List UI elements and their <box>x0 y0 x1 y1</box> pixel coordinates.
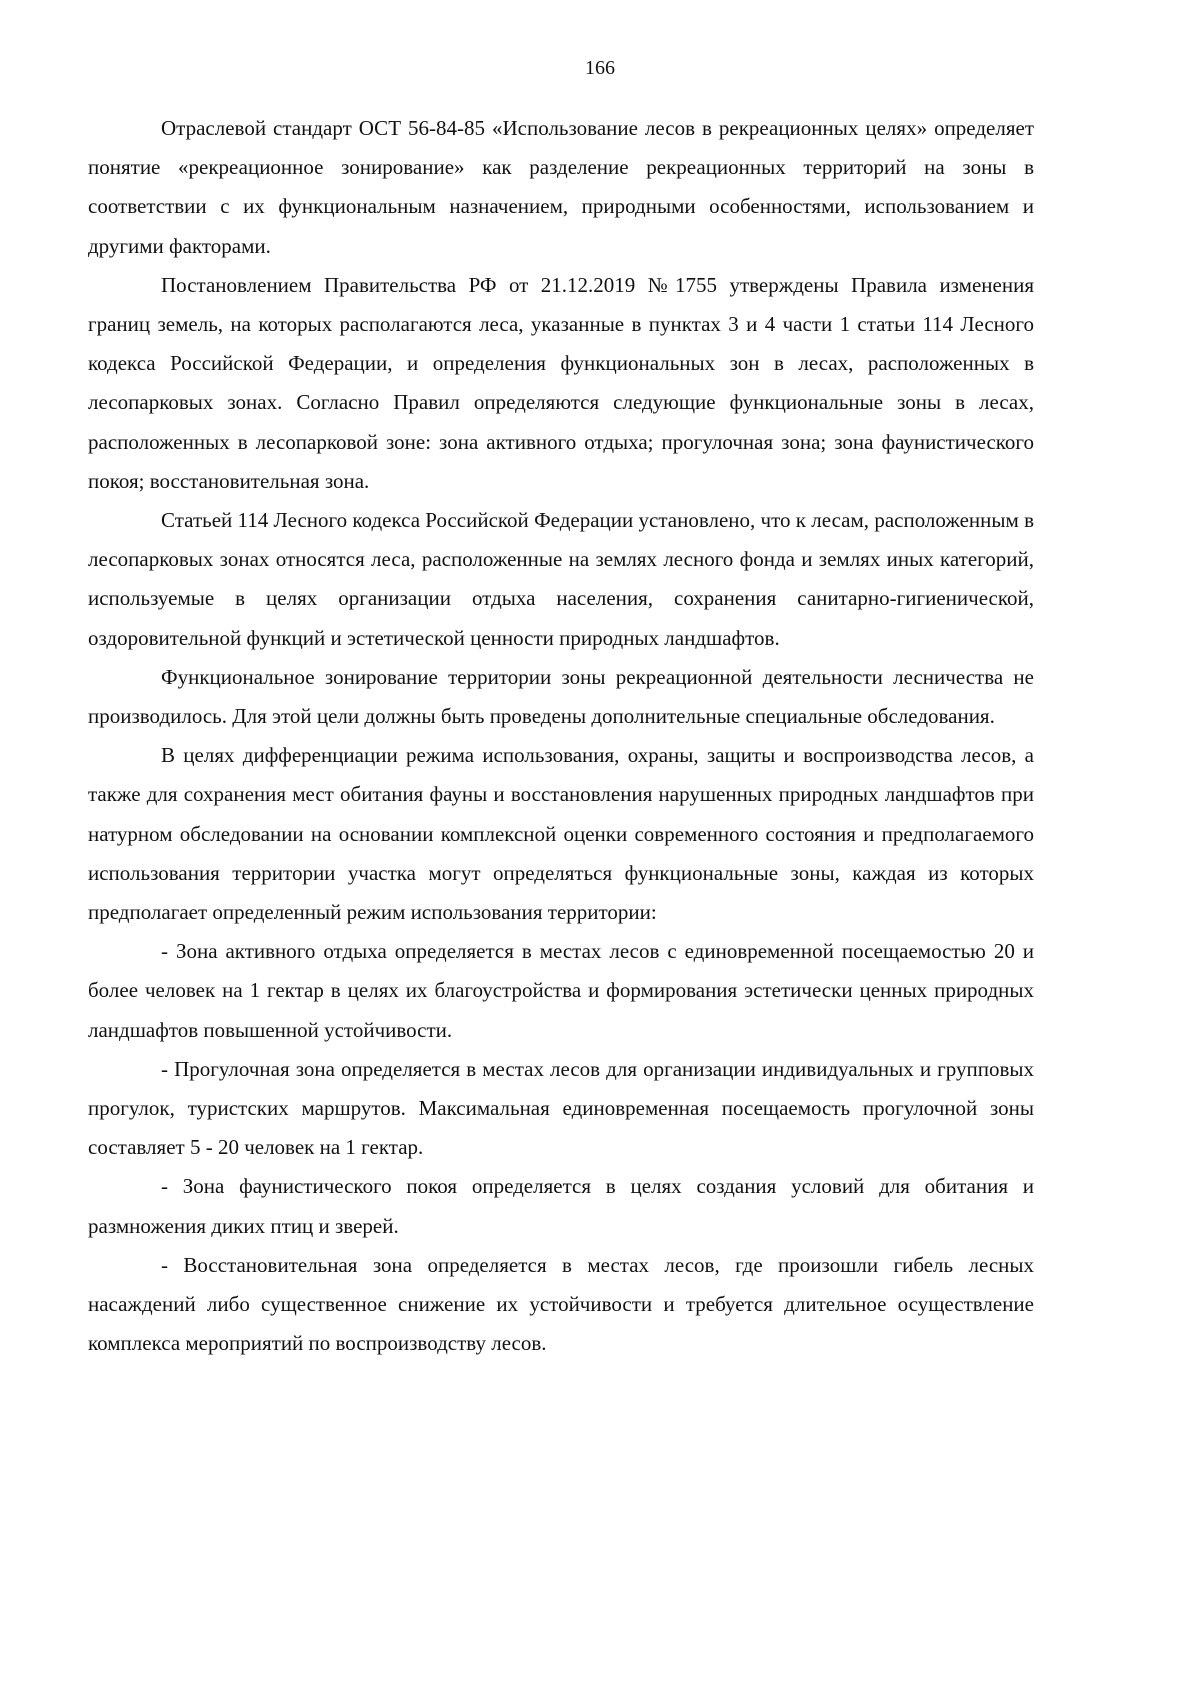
list-item-active-rest-zone: - Зона активного отдыха определяется в местах лесов с единовременной посещаемостью 20 и более человек на 1 гектар в целях их благоустройства и формирования эстетически ценных природных ландшафтов повышенной устойчивости. <box>88 939 1034 1042</box>
page-number: 166 <box>585 57 615 79</box>
list-item-restoration-zone: - Восстановительная зона определяется в местах лесов, где произошли гибель лесных насаждений либо существенное снижение их устойчивости и требуется длительное осуществление комплекса мероприятий по воспроизводству лесов. <box>88 1252 1034 1356</box>
paragraph-differentiation: В целях дифференциации режима использования, охраны, защиты и воспроизводства лесов, а также для сохранения мест обитания фауны и восстановления нарушенных природных ландшафтов при натурном обследовании на основании комплексной оценки современного состояния и предполагаемого использования территории участка могут определяться функциональные зоны, каждая из которых предполагает определенный режим использования территории: <box>88 743 1034 925</box>
list-item-fauna-rest-zone: - Зона фаунистического покоя определяется в целях создания условий для обитания и размножения диких птиц и зверей. <box>88 1174 1034 1238</box>
paragraph-ost-standard: Отраслевой стандарт ОСТ 56-84-85 «Использование лесов в рекреационных целях» определяет понятие «рекреационное зонирование» как разделение рекреационных территорий на зоны в соответствии с их функциональным назначением, природными особенностями, использованием и другими факторами. <box>88 116 1034 258</box>
paragraph-forest-code-article: Статьей 114 Лесного кодекса Российской Федерации установлено, что к лесам, расположенным в лесопарковых зонах относятся леса, расположенные на землях лесного фонда и землях иных категорий, используемые в целях организации отдыха населения, сохранения санитарно-гигиенической, оздоровительной функций и эстетической ценности природных ландшафтов. <box>88 508 1034 650</box>
document-body <box>88 109 1034 1364</box>
paragraph-functional-zoning: Функциональное зонирование территории зоны рекреационной деятельности лесничества не производилось. Для этой цели должны быть проведены дополнительные специальные обследования. <box>88 664 1034 729</box>
paragraph-government-decree: Постановлением Правительства РФ от 21.12.2019 №1755 утверждены Правила изменения границ земель, на которых располагаются леса, указанные в пунктах 3 и 4 части 1 статьи 114 Лесного кодекса Российской Федерации, и определения функциональных зон в лесах, расположенных в лесопарковых зонах. Согласно Правил определяются следующие функциональные зоны в лесах, расположенных в лесопарковой зоне: зона активного отдыха; прогулочная зона; зона фаунистического покоя; восстановительная зона. <box>88 272 1034 493</box>
list-item-walking-zone: - Прогулочная зона определяется в местах лесов для организации индивидуальных и групповых прогулок, туристских маршрутов. Максимальная единовременная посещаемость прогулочной зоны составляет 5 - 20 человек на 1 гектар. <box>88 1056 1034 1160</box>
